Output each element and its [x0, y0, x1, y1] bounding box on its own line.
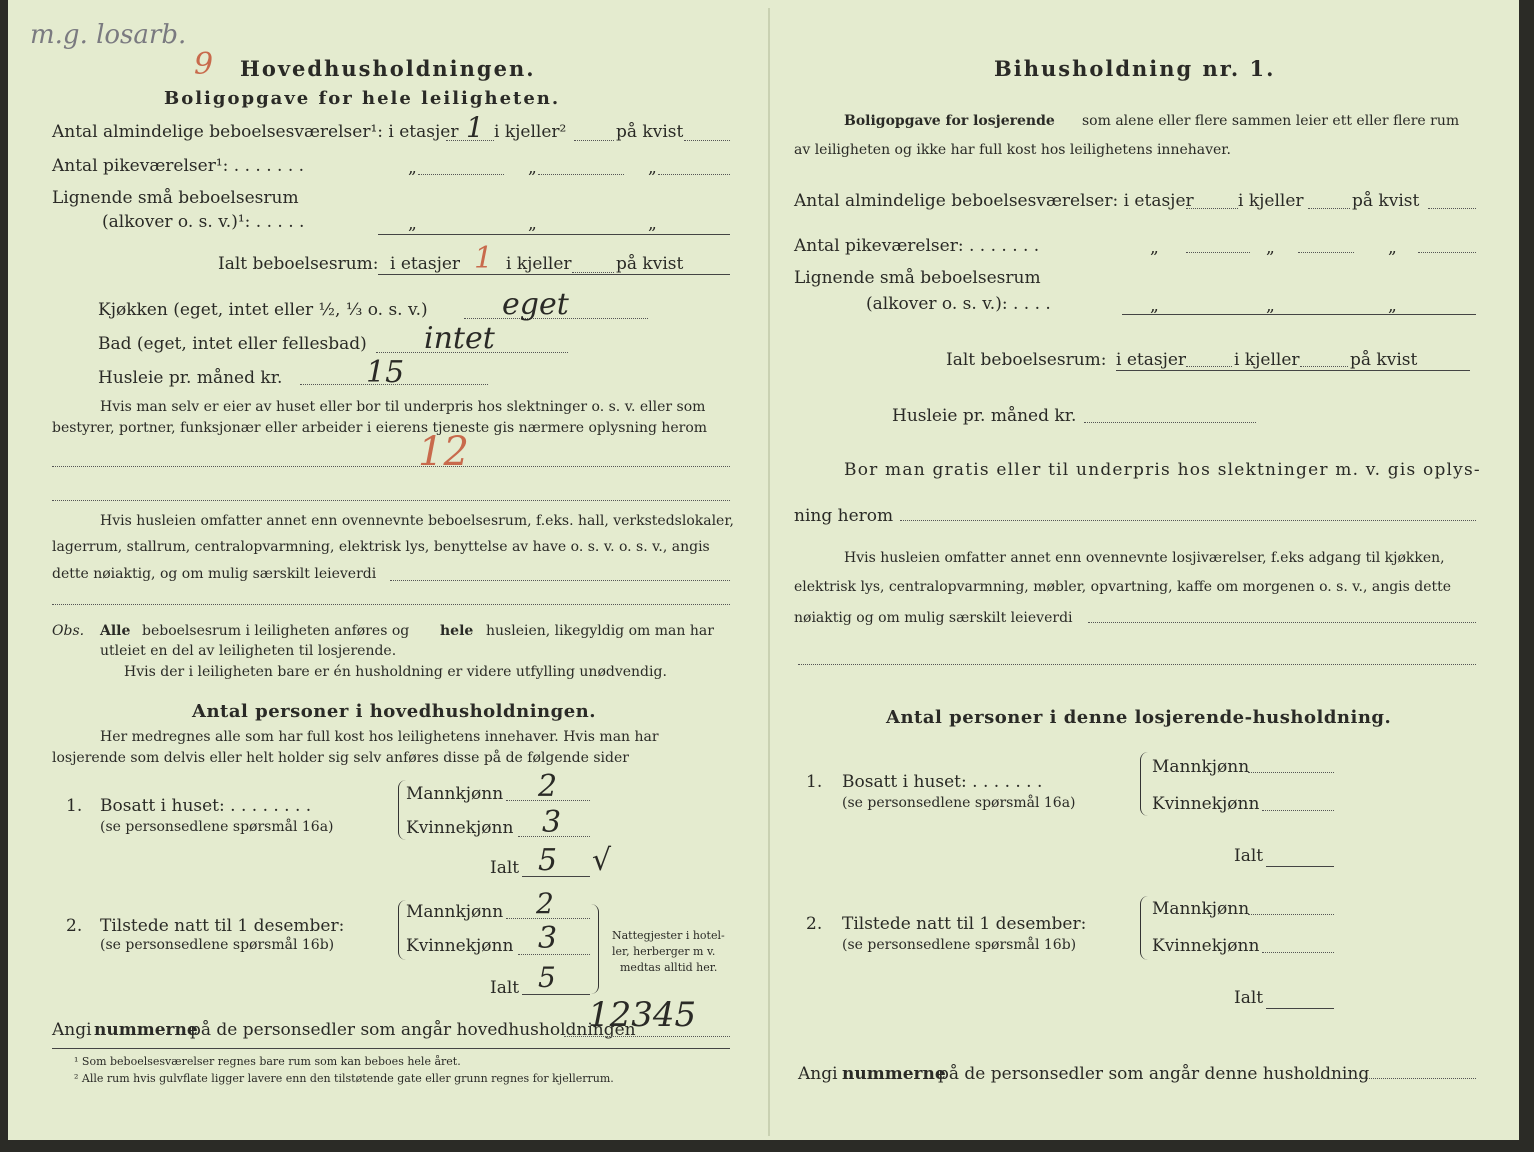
r-numbers-label-a: Angi: [798, 1064, 838, 1084]
obs-line3: Hvis der i leiligheten bare er én husholdning er videre utfylling unødvendig.: [124, 664, 667, 680]
q2-number: 2.: [66, 916, 83, 936]
page-title: Hovedhusholdningen.: [240, 56, 536, 81]
q2-male-value: 2: [536, 887, 554, 920]
obs-emph-whole: hele: [440, 623, 474, 639]
r-maid-etasjer-field[interactable]: [1186, 252, 1250, 253]
free-rent-line2: ning herom: [794, 506, 894, 526]
total-kjeller-field[interactable]: [572, 272, 614, 273]
q1-label: Bosatt i huset: . . . . . . . .: [100, 796, 312, 816]
owner-note-line1: Hvis man selv er eier av huset eller bor til underpris hos slektninger o. s. v. eller som: [100, 399, 706, 415]
r-q2-number: 2.: [806, 914, 823, 934]
check-mark: √: [592, 843, 612, 878]
page-fold: [768, 8, 770, 1136]
r-persons-title: Antal personer i denne losjerende-husholdning.: [886, 707, 1392, 728]
night-guests-note-3: medtas alltid her.: [620, 961, 718, 974]
r-q1-sub: (se personsedlene spørsmål 16a): [842, 795, 1076, 811]
r-q1-female-label: Kvinnekjønn: [1152, 794, 1260, 814]
r-rent-label: Husleie pr. måned kr.: [892, 406, 1077, 426]
ditto-mark: „: [528, 158, 537, 178]
r-total-rule: [1122, 314, 1476, 315]
obs-label: Obs.: [52, 623, 85, 639]
alkover-label: (alkover o. s. v.)¹: . . . . .: [102, 212, 305, 232]
kitchen-label: Kjøkken (eget, intet eller ½, ⅓ o. s. v.): [98, 300, 428, 320]
includes-note-line3: dette nøiaktig, og om mulig særskilt leieverdi: [52, 566, 377, 582]
margin-number: 9: [194, 47, 214, 82]
obs-text-1: beboelsesrum i leiligheten anføres og: [142, 623, 410, 639]
r-q2-female-label: Kvinnekjønn: [1152, 936, 1260, 956]
r-maid-kvist-field[interactable]: [1418, 252, 1476, 253]
q2-sub: (se personsedlene spørsmål 16b): [100, 937, 335, 953]
r-q2-sub: (se personsedlene spørsmål 16b): [842, 937, 1077, 953]
r-q1-male-label: Mannkjønn: [1152, 757, 1250, 777]
total-etasjer-value: 1: [474, 241, 494, 276]
numbers-label-a: Angi: [52, 1020, 92, 1040]
r-includes-line1: Hvis husleien omfatter annet enn ovennevnte losjiværelser, f.eks adgang til kjøkken,: [844, 550, 1445, 566]
r-includes-field-1[interactable]: [1088, 622, 1476, 623]
free-rent-line1: Bor man gratis eller til underpris hos slektninger m. v. gis oplys-: [844, 460, 1481, 480]
ditto-mark: „: [648, 158, 657, 178]
small-rooms-label: Lignende små beboelsesrum: [52, 188, 299, 208]
q2-label: Tilstede natt til 1 desember:: [100, 916, 345, 936]
night-guests-note-1: Nattegjester i hotel-: [612, 929, 725, 942]
obs-line2: utleiet en del av leiligheten til losjerende.: [100, 643, 397, 659]
census-form-sheet: [8, 0, 1519, 1140]
q1-sub: (se personsedlene spørsmål 16a): [100, 819, 334, 835]
q2-total-field[interactable]: [522, 994, 590, 995]
rooms-kvist-label: på kvist: [616, 122, 684, 142]
persons-note-line2: losjerende som delvis eller helt holder sig selv anføres disse på de følgende sider: [52, 750, 629, 766]
q2-male-label: Mannkjønn: [406, 902, 504, 922]
free-rent-field[interactable]: [900, 520, 1476, 521]
r-rooms-kjeller-field[interactable]: [1308, 208, 1350, 209]
r-small-rooms-label: Lignende små beboelsesrum: [794, 268, 1041, 288]
q1-total-value: 5: [538, 843, 558, 878]
ditto-mark: „: [1388, 238, 1397, 258]
r-total-kjeller-label: i kjeller: [1234, 350, 1300, 370]
lodger-intro-text: som alene eller flere sammen leier ett eller flere rum: [1082, 113, 1460, 129]
r-maid-rooms-label: Antal pikeværelser: . . . . . . .: [794, 236, 1040, 256]
footnote-1: ¹ Som beboelsesværelser regnes bare rum som kan beboes hele året.: [74, 1055, 461, 1068]
q2-female-value: 3: [538, 921, 558, 956]
r-q2-brace: [1140, 896, 1149, 960]
ditto-mark: „: [528, 214, 537, 234]
footnote-2: ² Alle rum hvis gulvflate ligger lavere enn den tilstøtende gate eller grunn regnes for kjellerrum.: [74, 1072, 614, 1085]
margin-note: m.g. losarb.: [30, 20, 187, 50]
rooms-etasjer-value: 1: [466, 111, 484, 144]
owner-note-field-1[interactable]: [52, 466, 730, 467]
includes-note-field-1[interactable]: [390, 580, 730, 581]
r-q2-label: Tilstede natt til 1 desember:: [842, 914, 1087, 934]
r-numbers-label-b: nummerne: [842, 1064, 946, 1084]
r-numbers-field[interactable]: [1308, 1078, 1476, 1079]
r-total-etasjer-field[interactable]: [1186, 366, 1232, 367]
ditto-mark: „: [1388, 296, 1397, 316]
rent-value: 15: [366, 355, 405, 390]
total-rule: [378, 234, 730, 235]
q2-right-brace: [588, 904, 599, 994]
r-q1-total-field[interactable]: [1266, 866, 1334, 867]
includes-note-line2: lagerrum, stallrum, centralopvarmning, elektrisk lys, benyttelse av have o. s. v. o. s. v., angis: [52, 539, 710, 555]
q2-total-value: 5: [538, 961, 556, 994]
maid-etasjer-field[interactable]: [418, 174, 504, 175]
page-subtitle: Boligopgave for hele leiligheten.: [164, 88, 561, 109]
persons-title: Antal personer i hovedhusholdningen.: [192, 701, 597, 722]
owner-note-line2: bestyrer, portner, funksjonær eller arbeider i eierens tjeneste gis nærmere oplysning herom: [52, 420, 708, 436]
q1-male-label: Mannkjønn: [406, 784, 504, 804]
q2-total-label: Ialt: [490, 978, 520, 998]
rooms-kjeller-field[interactable]: [574, 140, 614, 141]
total-underline: [378, 274, 730, 275]
r-q1-label: Bosatt i huset: . . . . . . .: [842, 772, 1043, 792]
ditto-mark: „: [1266, 238, 1275, 258]
bath-value: intet: [424, 321, 495, 356]
q1-male-value: 2: [538, 769, 558, 804]
r-rooms-kjeller-label: i kjeller: [1238, 191, 1304, 211]
ditto-mark: „: [1150, 238, 1159, 258]
ditto-mark: „: [1266, 296, 1275, 316]
r-rooms-kvist-field[interactable]: [1428, 208, 1476, 209]
ditto-mark: „: [1150, 296, 1159, 316]
r-q2-male-label: Mannkjønn: [1152, 899, 1250, 919]
q1-number: 1.: [66, 796, 83, 816]
r-includes-line2: elektrisk lys, centralopvarmning, møbler, opvartning, kaffe om morgenen o. s. v., angis dette: [794, 579, 1452, 595]
q1-female-value: 3: [542, 805, 562, 840]
red-annotation: 12: [418, 429, 469, 475]
lodger-intro-line2: av leiligheten og ikke har full kost hos leilighetens innehaver.: [794, 142, 1231, 158]
r-numbers-label-c: på de personsedler som angår denne husholdning: [938, 1064, 1370, 1084]
includes-note-field-2[interactable]: [52, 604, 730, 605]
obs-emph-all: Alle: [100, 623, 131, 639]
r-rooms-kvist-label: på kvist: [1352, 191, 1420, 211]
maid-kvist-field[interactable]: [658, 174, 730, 175]
r-q1-brace: [1140, 752, 1149, 816]
footnote-rule: [52, 1048, 730, 1049]
r-alkover-label: (alkover o. s. v.): . . . .: [866, 294, 1051, 314]
r-maid-kjeller-field[interactable]: [1298, 252, 1354, 253]
numbers-field[interactable]: [564, 1036, 730, 1037]
ditto-mark: „: [408, 214, 417, 234]
r-q2-male-field[interactable]: [1248, 914, 1334, 915]
r-includes-field-2[interactable]: [798, 664, 1476, 665]
owner-note-field-2[interactable]: [52, 500, 730, 501]
ditto-mark: „: [648, 214, 657, 234]
r-rooms-label: Antal almindelige beboelsesværelser: i etasjer: [794, 191, 1194, 211]
ditto-mark: „: [408, 158, 417, 178]
r-q2-total-field[interactable]: [1266, 1008, 1334, 1009]
bath-label: Bad (eget, intet eller fellesbad): [98, 334, 367, 354]
maid-kjeller-field[interactable]: [538, 174, 624, 175]
q1-female-label: Kvinnekjønn: [406, 818, 514, 838]
total-etasjer-label: i etasjer: [390, 254, 461, 274]
obs-text-2: husleien, likegyldig om man har: [486, 623, 714, 639]
lodger-intro-bold: Boligopgave for losjerende: [844, 113, 1055, 129]
r-q1-total-label: Ialt: [1234, 846, 1264, 866]
r-q2-female-field[interactable]: [1262, 952, 1334, 953]
numbers-label-b: nummerne: [94, 1020, 198, 1040]
r-includes-line3: nøiaktig og om mulig særskilt leieverdi: [794, 610, 1073, 626]
sub-household-title: Bihusholdning nr. 1.: [994, 56, 1276, 81]
r-total-rooms-label: Ialt beboelsesrum:: [946, 350, 1107, 370]
rooms-label: Antal almindelige beboelsesværelser¹: i etasjer: [52, 122, 459, 142]
night-guests-note-2: ler, herberger m v.: [612, 945, 716, 958]
r-q2-total-label: Ialt: [1234, 988, 1264, 1008]
q1-total-label: Ialt: [490, 858, 520, 878]
total-kjeller-label: i kjeller: [506, 254, 572, 274]
r-q1-male-field[interactable]: [1248, 772, 1334, 773]
q2-female-label: Kvinnekjønn: [406, 936, 514, 956]
r-total-underline: [1116, 370, 1470, 371]
r-total-kjeller-field[interactable]: [1300, 366, 1348, 367]
persons-note-line1: Her medregnes alle som har full kost hos leilighetens innehaver. Hvis man har: [100, 729, 659, 745]
maid-rooms-label: Antal pikeværelser¹: . . . . . . .: [52, 156, 305, 176]
r-rent-field[interactable]: [1084, 422, 1256, 423]
rooms-kjeller-label: i kjeller²: [494, 122, 567, 142]
numbers-value: 12345: [588, 995, 697, 1035]
numbers-label-c: på de personsedler som angår hovedhusholdningen: [190, 1020, 636, 1040]
r-rooms-etasjer-field[interactable]: [1186, 208, 1238, 209]
total-rooms-label: Ialt beboelsesrum:: [218, 254, 379, 274]
rooms-kvist-field[interactable]: [684, 140, 730, 141]
r-total-etasjer-label: i etasjer: [1116, 350, 1187, 370]
r-total-kvist-label: på kvist: [1350, 350, 1418, 370]
r-q1-female-field[interactable]: [1262, 810, 1334, 811]
r-q1-number: 1.: [806, 772, 823, 792]
total-kvist-label: på kvist: [616, 254, 684, 274]
includes-note-line1: Hvis husleien omfatter annet enn ovennevnte beboelsesrum, f.eks. hall, verkstedslokaler,: [100, 513, 734, 529]
kitchen-value: eget: [502, 287, 569, 322]
rent-label: Husleie pr. måned kr.: [98, 368, 283, 388]
